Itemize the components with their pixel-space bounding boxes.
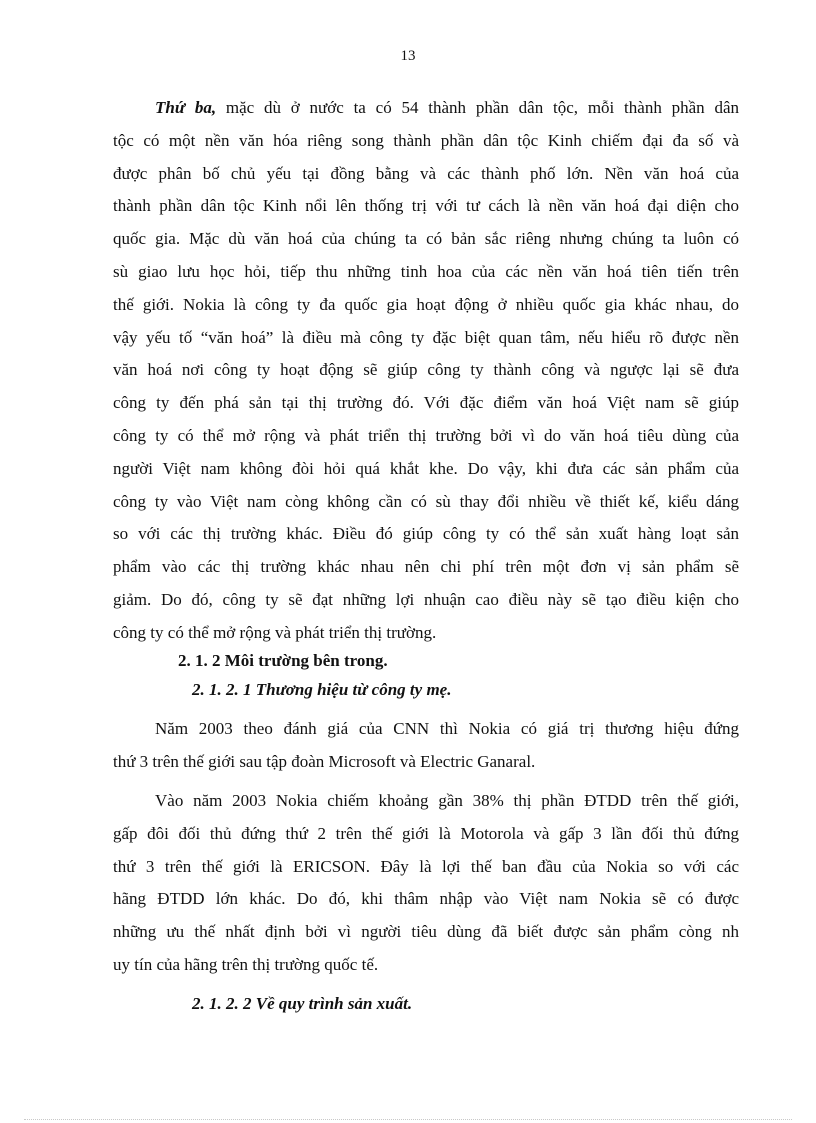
text-line: hãng ĐTDD lớn khác. Do đó, khi thâm nhập vào Việt nam Nokia sẽ có được (113, 889, 739, 909)
text-line: so với các thị trường khác. Điều đó giúp công ty có thể sản xuất hàng loạt sản (113, 524, 739, 544)
text-line: thành phần dân tộc Kinh nổi lên thống trị với tư cách là nền văn hoá đại diện cho (113, 196, 739, 216)
paragraph-brand-value (113, 713, 739, 779)
text-line: công ty có thể mở rộng và phát triển thị trường bởi vì do văn hoá tiêu dùng của (113, 425, 739, 445)
paragraph-culture (113, 92, 739, 650)
text-line: quốc gia. Mặc dù văn hoá của chúng ta có bản sắc riêng nhưng chúng ta luôn có (113, 229, 739, 249)
text-line: công ty có thể mở rộng và phát triển thị trường. (113, 622, 437, 642)
text-line: người Việt nam không đòi hỏi quá khắt khe. Do vậy, khi đưa các sản phẩm của (113, 458, 739, 478)
text-line: vậy yếu tố “văn hoá” là điều mà công ty đặc biệt quan tâm, nếu hiểu rõ được nền (113, 327, 739, 347)
text-line: thứ 3 trên thế giới là ERICSON. Đây là lợi thế ban đầu của Nokia so với các (113, 856, 739, 876)
text-line: uy tín của hãng trên thị trường quốc tế. (113, 954, 379, 974)
paragraph-market-share (113, 785, 739, 982)
text-line: thế giới. Nokia là công ty đa quốc gia hoạt động ở nhiều quốc gia khác nhau, do (113, 294, 739, 314)
text-line: Năm 2003 theo đánh giá của CNN thì Nokia có giá trị thương hiệu đứng (155, 719, 739, 738)
text-line: gấp đôi đối thủ đứng thứ 2 trên thế giới là Motorola và gấp 3 lần đối thủ đứng (113, 823, 739, 843)
page-number: 13 (400, 48, 416, 64)
text-line: công ty vào Việt nam còng không cần có sù thay đổi nhiều về thiết kế, kiểu dáng (113, 491, 739, 511)
text-line: tộc có một nền văn hóa riêng song thành phần dân tộc Kinh chiếm đại đa số và (113, 130, 739, 150)
text-line: giảm. Do đó, công ty sẽ đạt những lợi nhuận cao điều này sẽ tạo điều kiện cho (113, 589, 739, 609)
text-line: Thứ ba, mặc dù ở nước ta có 54 thành phần dân tộc, mỗi thành phần dân (155, 98, 739, 117)
text-line: phẩm vào các thị trường khác nhau nên chi phí trên một đơn vị sản phẩm sẽ (113, 557, 739, 577)
section-heading: 2. 1. 2 Môi trường bên trong. (178, 651, 388, 670)
text-line: Vào năm 2003 Nokia chiếm khoảng gần 38% thị phần ĐTDD trên thế giới, (155, 791, 739, 810)
text-line: văn hoá nơi công ty hoạt động sẽ giúp công ty thành công và ngược lại sẽ đưa (113, 360, 739, 380)
page-bottom-rule (24, 1119, 792, 1120)
text-line: những ưu thế nhất định bởi vì người tiêu dùng đã biết được sản phẩm còng nh (113, 922, 739, 942)
text-line: được phân bố chủ yếu tại đồng bằng và các thành phố lớn. Nền văn hoá của (113, 163, 739, 183)
text-line: sù giao lưu học hỏi, tiếp thu những tinh hoa của các nền văn hoá tiên tiến trên (113, 261, 739, 281)
paragraph-lead: Thứ ba, (155, 98, 217, 117)
subsection-heading: 2. 1. 2. 1 Thương hiệu từ công ty mẹ. (192, 680, 452, 699)
text-line: công ty đến phá sản tại thị trường đó. Với đặc điểm văn hoá Việt nam sẽ giúp (113, 393, 739, 413)
subsection-heading: 2. 1. 2. 2 Về quy trình sản xuất. (192, 994, 413, 1013)
text-line: thứ 3 trên thế giới sau tập đoàn Microsoft và Electric Ganaral. (113, 751, 536, 771)
